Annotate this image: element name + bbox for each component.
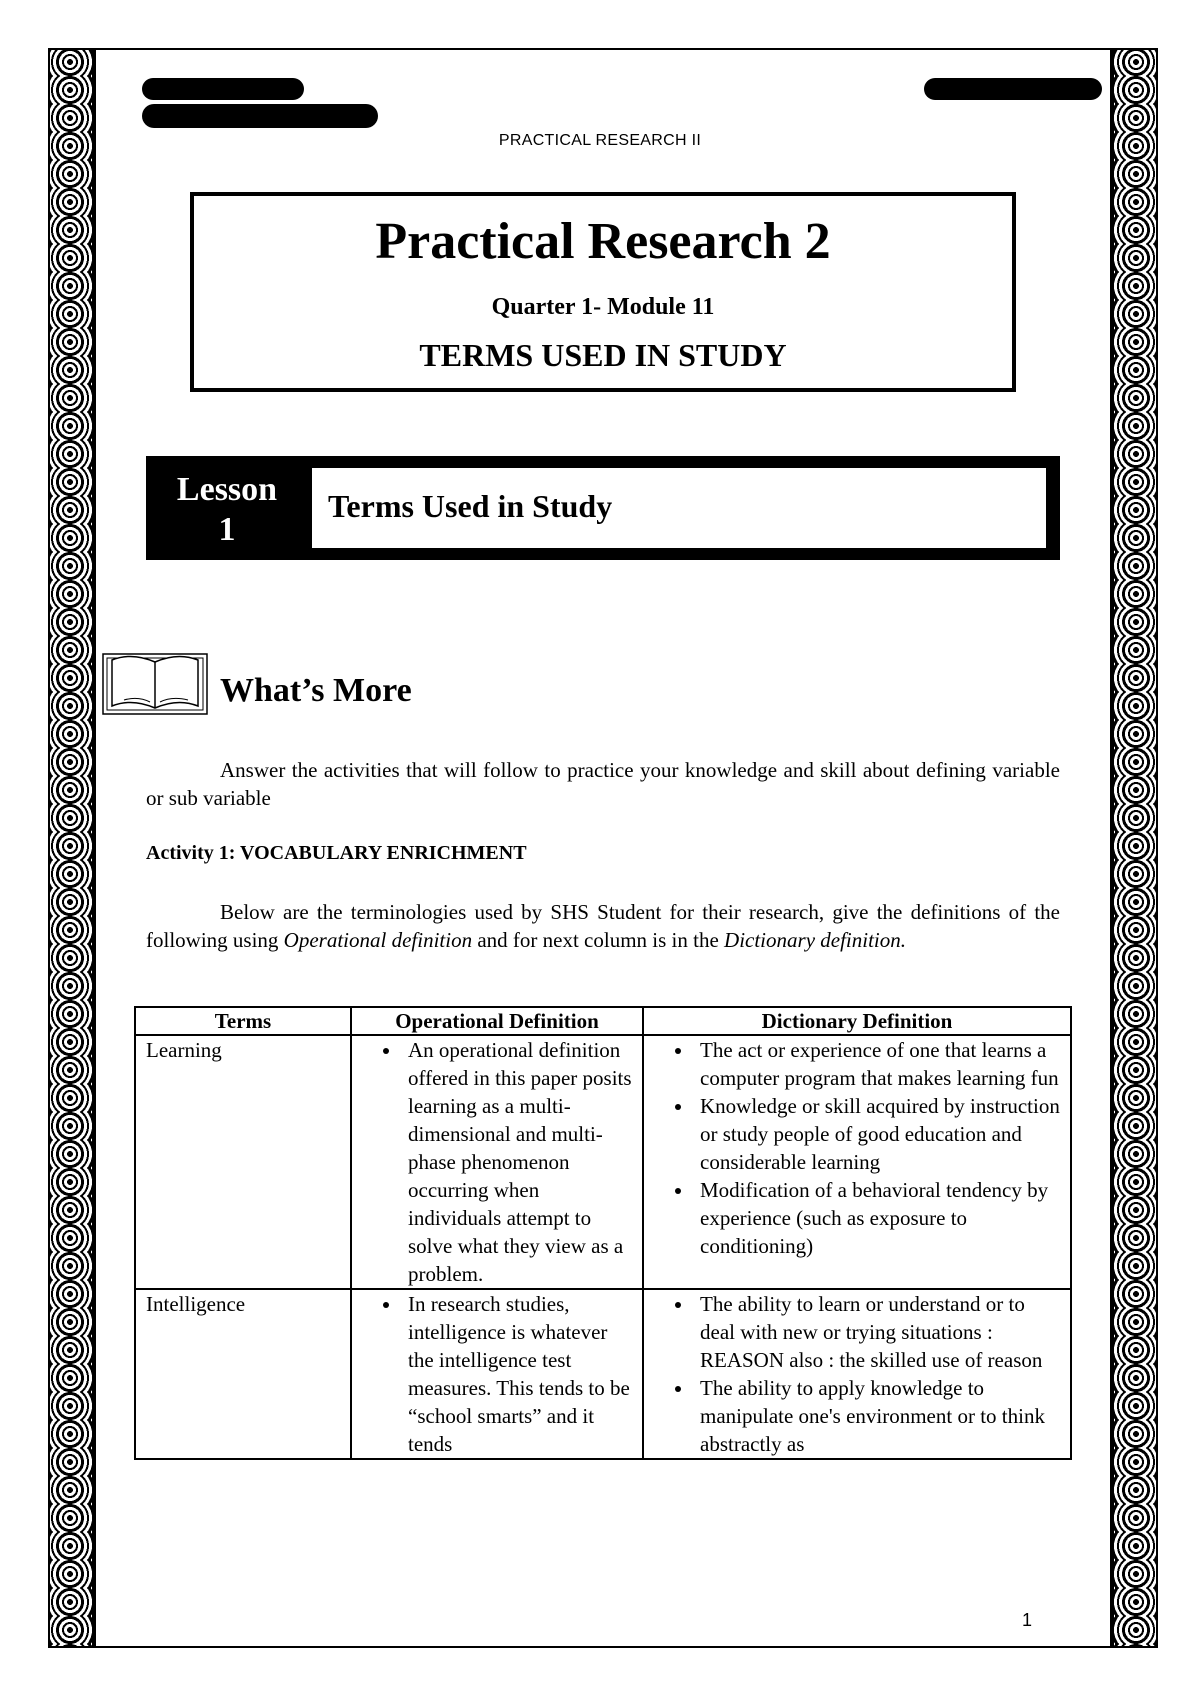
list-item: • The ability to learn or understand or to deal with new or trying situations : REASON also : the skilled use of reason — [694, 1290, 1060, 1374]
lesson-label — [146, 470, 308, 550]
lesson-banner — [146, 456, 1060, 560]
operational-cell — [351, 1289, 643, 1459]
list-item: • The ability to apply knowledge to manipulate one's environment or to think abstractly as — [694, 1374, 1060, 1458]
table-header-row — [135, 1007, 1071, 1035]
table-row — [135, 1289, 1071, 1459]
instructions-paragraph — [146, 898, 1060, 954]
lesson-title-box — [310, 466, 1048, 550]
section-title: What’s More — [220, 672, 412, 709]
instructions-text: and for next column is in the — [472, 928, 725, 952]
definitions-table — [134, 1006, 1072, 1460]
column-header-operational: Operational Definition — [351, 1007, 643, 1035]
column-header-dictionary: Dictionary Definition — [643, 1007, 1071, 1035]
dictionary-cell — [643, 1035, 1071, 1289]
lesson-label-number: 1 — [218, 511, 236, 548]
page-title: Practical Research 2 — [375, 213, 831, 270]
module-subtitle: Quarter 1- Module 11 — [491, 294, 715, 320]
page-number: 1 — [1022, 1610, 1033, 1630]
module-topic: TERMS USED IN STUDY — [419, 337, 787, 373]
dictionary-cell — [643, 1289, 1071, 1459]
running-header: PRACTICAL RESEARCH II — [498, 132, 702, 149]
list-item: • An operational definition offered in this paper posits learning as a multi-dimensional and multi-phase phenomenon occurring when individuals attempt to solve what they view as a problem. — [402, 1036, 632, 1288]
redaction-bar — [924, 78, 1102, 100]
list-item: • In research studies, intelligence is whatever the intelligence test measures. This tends to be “school smarts” and it tends — [402, 1290, 632, 1458]
list-item: • The act or experience of one that learns a computer program that makes learning fun — [694, 1036, 1060, 1092]
operational-cell — [351, 1035, 643, 1289]
table-row — [135, 1035, 1071, 1289]
instructions-text: Below are the terminologies used by SHS Student for their research, give the definitions of the following using — [146, 900, 1060, 952]
term-cell: Intelligence — [135, 1289, 351, 1459]
instructions-italic: Dictionary definition. — [724, 928, 907, 952]
title-box — [190, 192, 1016, 392]
open-book-icon — [100, 648, 210, 718]
redaction-bar — [142, 104, 378, 128]
intro-paragraph: Answer the activities that will follow to practice your knowledge and skill about defining variable or sub variable — [146, 758, 1060, 810]
lesson-title: Terms Used in Study — [328, 488, 613, 524]
column-header-terms: Terms — [135, 1007, 351, 1035]
list-item: • Knowledge or skill acquired by instruction or study people of good education and considerable learning — [694, 1092, 1060, 1176]
list-item: • Modification of a behavioral tendency by experience (such as exposure to conditioning) — [694, 1176, 1060, 1260]
term-cell: Learning — [135, 1035, 351, 1289]
activity-title: Activity 1: VOCABULARY ENRICHMENT — [146, 842, 527, 864]
instructions-italic: Operational definition — [283, 928, 473, 952]
lesson-label-word: Lesson — [176, 471, 278, 508]
redaction-bar — [142, 78, 304, 100]
